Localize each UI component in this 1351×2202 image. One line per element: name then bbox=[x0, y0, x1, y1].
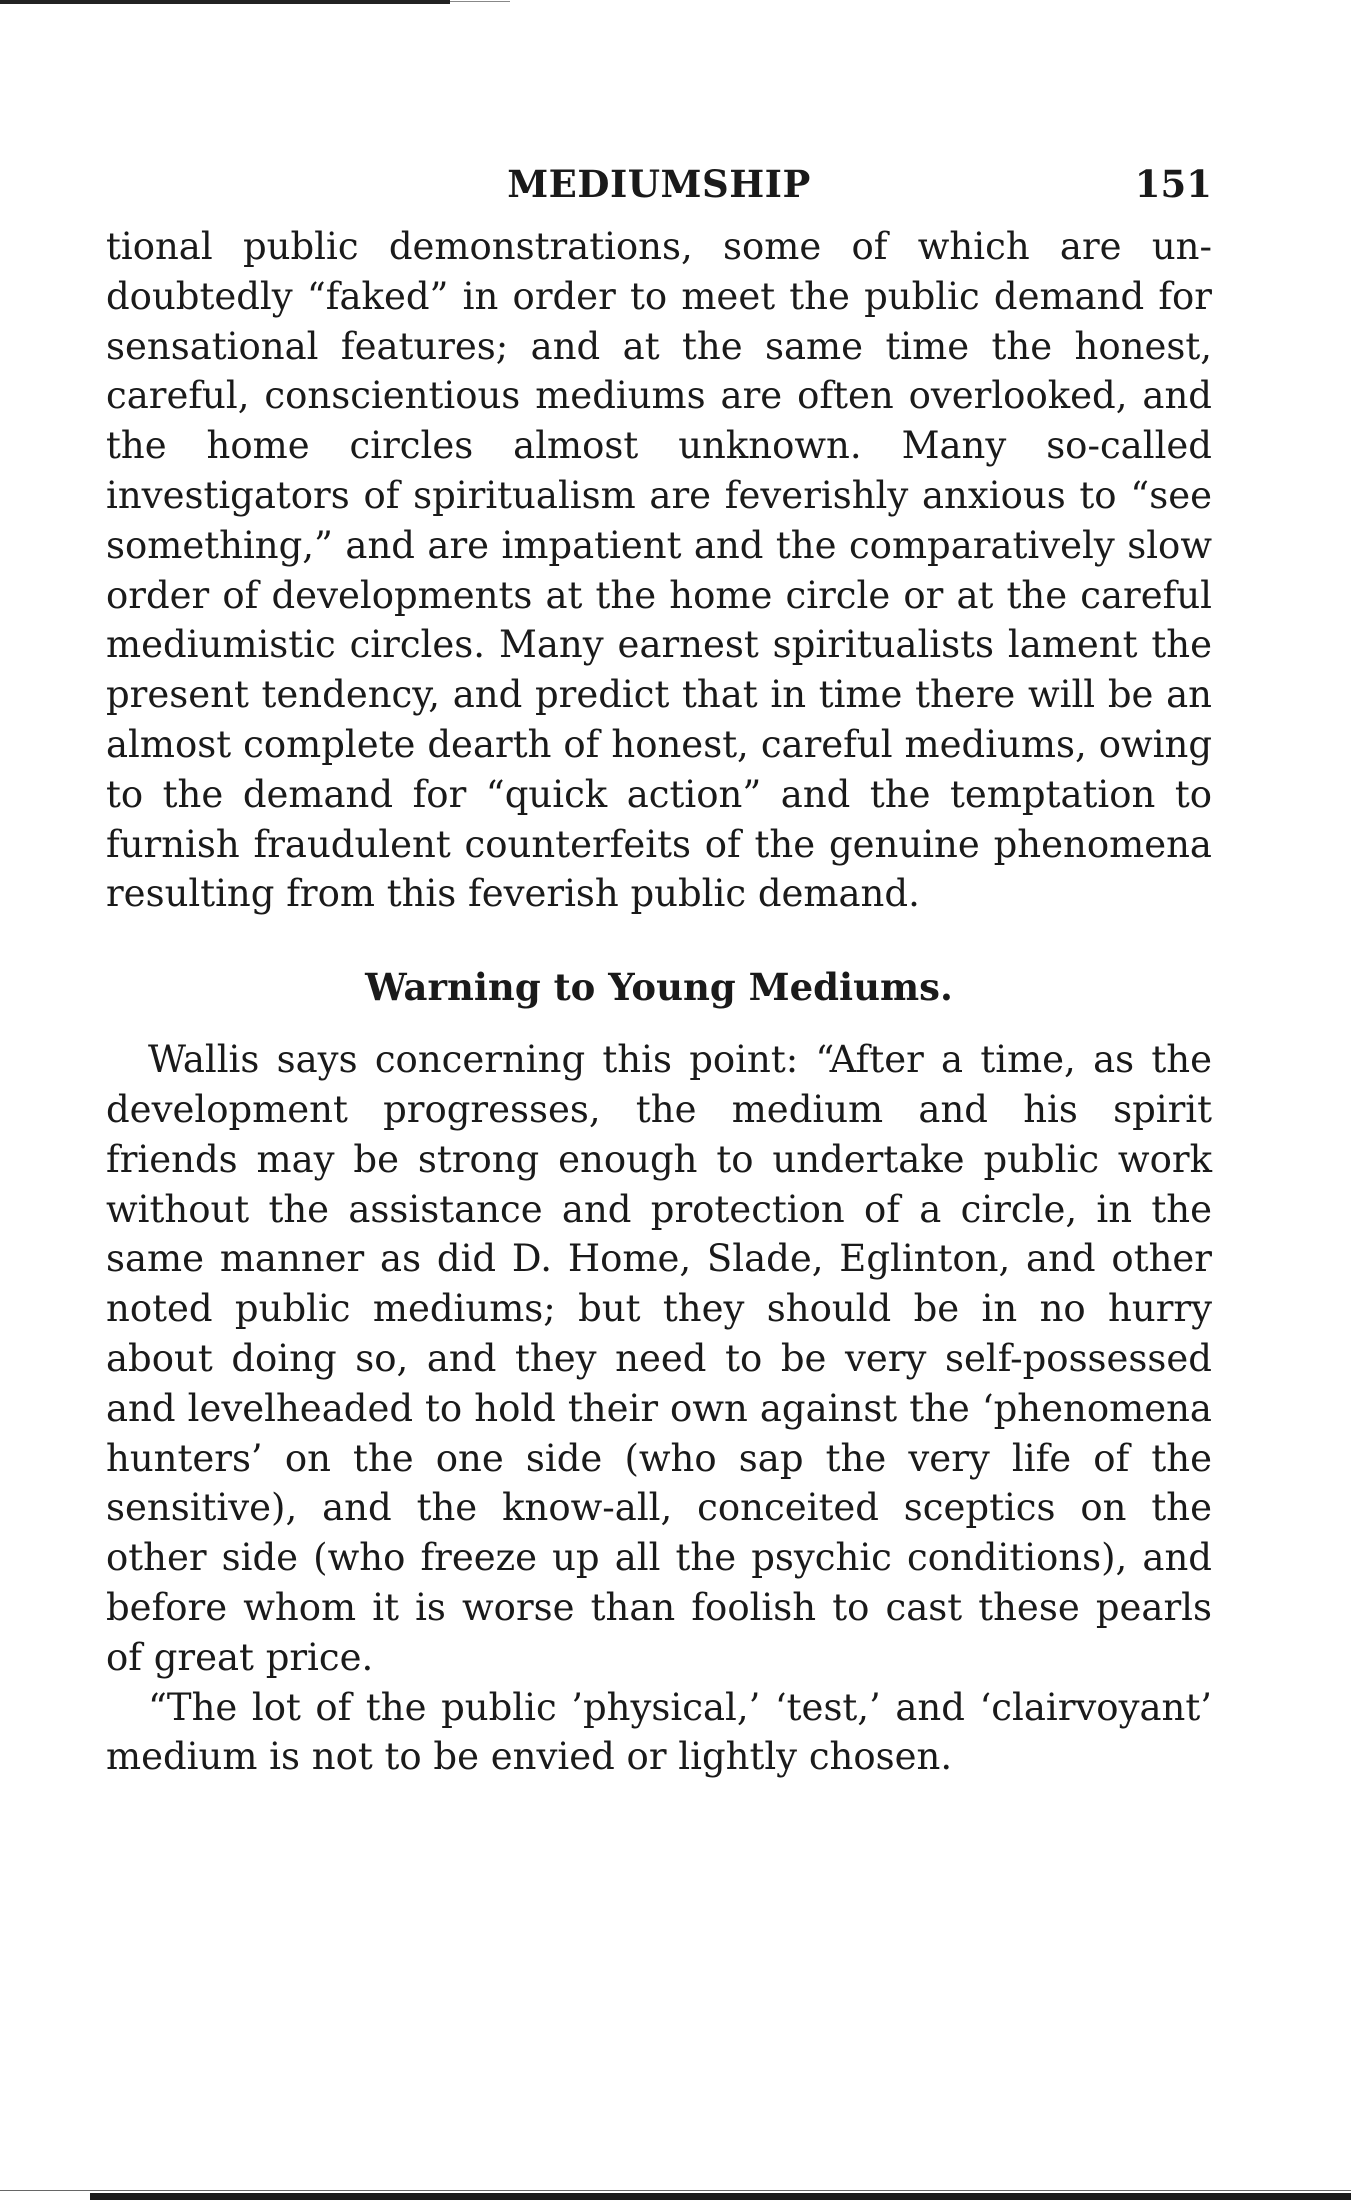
running-head bbox=[106, 162, 1212, 222]
running-title: MEDIUMSHIP bbox=[507, 162, 811, 206]
book-page bbox=[106, 162, 1212, 1782]
bottom-border-rule-thin bbox=[0, 2190, 1351, 2191]
body-paragraph-3: “The lot of the public ’physical,’ ‘test,’ and ‘clairvoyant’ medium is not to be envied or lightly chosen. bbox=[106, 1685, 1212, 1779]
page-number: 151 bbox=[1134, 162, 1212, 206]
top-border-rule bbox=[0, 0, 450, 4]
body-paragraph-1: tional public demonstrations, some of which are undoubtedly “faked” in order to meet the public demand for sensational features; and at the same time the honest, careful, conscientious mediums are often overlooked, and the home circles almost unknown. Many so-called investigators of spiritualism are feverishly anxious to “see something,” and are impatient and the comparatively slow order of developments at the home circle or at the careful mediumistic circles. Many earnest spiritualists lament the present tendency, and predict that in time there will be an almost complete dearth of honest, careful mediums, owing to the demand for “quick action” and the temptation to furnish fraudulent counterfeits of the genuine phenomena resulting from this feverish public demand. bbox=[106, 225, 1212, 916]
section-heading: Warning to Young Mediums. bbox=[365, 965, 953, 1010]
bottom-border-rule bbox=[90, 2193, 1351, 2200]
body-paragraph-2: Wallis says concerning this point: “After a time, as the development progresses, the medium and his spirit friends may be strong enough to undertake public work without the assistance and protection of a circle, in the same manner as did D. Home, Slade, Eglinton, and other noted public mediums; but they should be in no hurry about doing so, and they need to be very self-possessed and levelheaded to hold their own against the ‘phenomena hunters’ on the one side (who sap the very life of the sensitive), and the know-all, conceited sceptics on the other side (who freeze up all the psychic conditions), and before whom it is worse than foolish to cast these pearls of great price. bbox=[106, 1038, 1212, 1679]
top-border-rule-thin bbox=[450, 1, 510, 2]
